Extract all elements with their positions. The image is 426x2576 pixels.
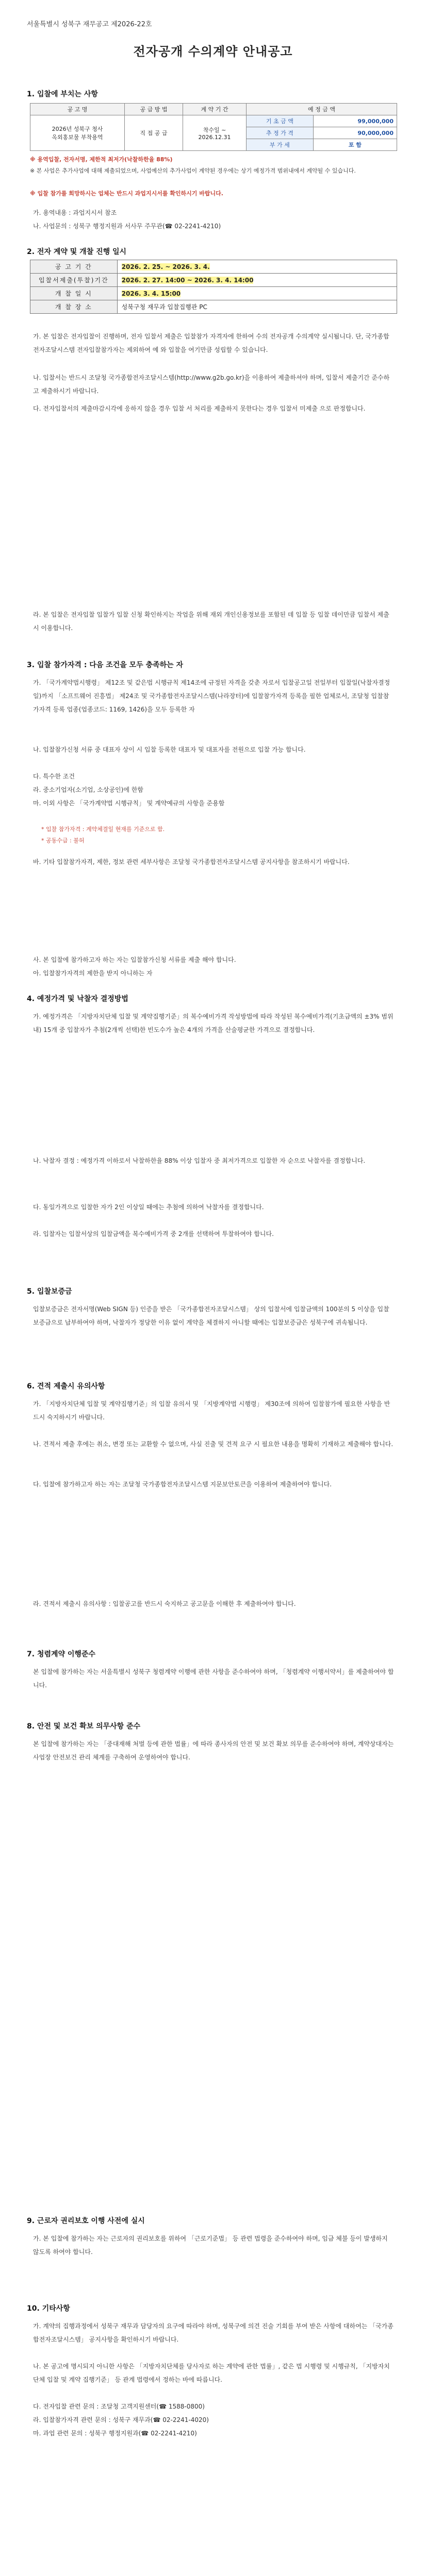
paragraph: 가. 본 입찰에 참가하는 자는 근로자의 권리보호를 위하여 「근로기준법」 등 관련 법령을 준수하여야 하며, 임금 체불 등이 발생하지 않도록 하여야 합니다. [33, 2235, 390, 2256]
schedule-label: 개 찰 일 시 [30, 287, 118, 300]
col-header-method: 공 급 방 법 [125, 104, 183, 115]
note-red: ※ 용역입찰, 전자서명, 제한적 최저가(낙찰하한율 88%) [30, 156, 173, 163]
paragraph: 본 입찰에 참가하는 자는 서울특별시 성북구 청렴계약 이행에 관한 사항을 준수하여야 하며, 「청렴계약 이행서약서」를 제출하여야 합니다. [33, 1668, 394, 1689]
note-red: * 공동수급 : 불허 [41, 837, 85, 844]
schedule-label: 개 찰 장 소 [30, 300, 118, 314]
paragraph: 다. 전자입찰서의 제출마감시각에 응하지 않을 경우 입찰 서 처리를 제출하지 못한다는 경우 입찰서 미제출 으로 판정합니다. [33, 405, 366, 412]
amount-label: 부 가 세 [247, 139, 314, 151]
schedule-value: 성북구청 재무과 입찰집행관 PC [117, 300, 397, 314]
note-red: * 입찰 참가자격 : 계약체결일 현재를 기준으로 함. [41, 826, 165, 833]
paragraph: 나. 입찰서는 반드시 조달청 국가종합전자조달시스템(http://www.g2b.go.kr)을 이용하여 제출하셔야 하며, 입찰서 제출기간 준수하고 제출하시기 바랍니다. [33, 374, 390, 395]
section-2-title: 2. 전자 계약 및 개찰 진행 일시 [27, 248, 127, 256]
schedule-table [30, 260, 397, 314]
section-9-title: 9. 근로자 권리보호 이행 사전에 실시 [27, 2217, 145, 2225]
paragraph: 가. 「지방자치단체 입찰 및 계약집행기준」의 입찰 유의서 및 「지방계약법 시행령」 제30조에 의하여 입찰참가에 필요한 사항을 반드시 숙지하시기 바랍니다. [33, 1400, 390, 1421]
paragraph: 라. 본 입찰은 전자입찰 입찰가 입찰 신청 확인하지는 작업을 위해 재외 개인신용정보를 포함된 데 입찰 등 입찰 데이만큼 입찰서 제출시 이용합니다. [33, 611, 389, 632]
paragraph: 가. 본 입찰은 전자입찰이 진행하며, 전자 입찰서 제출은 입찰참가 자격자에 한하여 수의 전자공개 수의계약 실시됩니다. 단, 국가종합전자조달시스템 전자입찰참가자는 제외하여 예 와 입찰을 여기만큼 성립할 수 있습니다. [33, 333, 389, 353]
section-8-title: 8. 안전 및 보건 확보 의무사항 준수 [27, 1722, 141, 1731]
schedule-label: 공 고 기 간 [30, 260, 118, 274]
section-4-title: 4. 예정가격 및 낙찰자 결정방법 [27, 995, 128, 1003]
paragraph: 다. 입찰에 참가하고자 하는 자는 조달청 국가종합전자조달시스템 지문보안토큰을 이용하여 제출하여야 합니다. [33, 1481, 332, 1488]
paragraph: 나. 낙찰자 결정 : 예정가격 이하로서 낙찰하한율 88% 이상 입찰자 중 최저가격으로 입찰한 자 순으로 낙찰자를 결정합니다. [33, 1157, 366, 1164]
paragraph: 라. 중소기업자(소기업, 소상공인)에 한함 [33, 786, 143, 793]
paragraph: 마. 이외 사항은 「국가계약법 시행규칙」 및 계약예규의 사항을 준용함 [33, 800, 225, 807]
section-5-title: 5. 입찰보증금 [27, 1287, 72, 1296]
paragraph: 나. 본 공고에 명시되지 아니한 사항은 「지방자치단체를 당사자로 하는 계약에 관한 법률」, 같은 법 시행령 및 시행규칙, 「지방자치단체 입찰 및 계약 집행기준」 등 관계 법령에서 정하는 바에 따릅니다. [33, 2363, 390, 2383]
col-header-amount: 예 정 금 액 [247, 104, 397, 115]
section-6-title: 6. 견적 제출시 유의사항 [27, 1382, 105, 1391]
schedule-label: 입찰서제출(투찰)기간 [30, 274, 118, 287]
paragraph: 다. 전자입찰 관련 문의 : 조달청 고객지원센터(☎ 1588-0800) [33, 2403, 205, 2410]
col-header-period: 계 약 기 간 [183, 104, 247, 115]
document-number: 서울특별시 성북구 재무공고 제2026-22호 [27, 21, 152, 28]
paragraph: 사. 본 입찰에 참가하고자 하는 자는 입찰참가신청 서류를 제출 해야 합니다. [33, 956, 236, 963]
paragraph: 라. 입찰자는 입찰서상의 입찰금액을 복수예비가격 중 2개를 선택하여 투찰하여야 합니다. [33, 1230, 274, 1238]
paragraph: 본 입찰에 참가하는 자는 「중대재해 처벌 등에 관한 법률」에 따라 종사자의 안전 및 보건 확보 의무를 준수하여야 하며, 계약상대자는 사업장 안전보건 관리 체계를 구축하여 운영하여야 합니다. [33, 1740, 396, 1761]
paragraph: 다. 동일가격으로 입찰한 자가 2인 이상일 때에는 추첨에 의하여 낙찰자를 결정합니다. [33, 1204, 264, 1211]
amount-value: 90,000,000 [313, 127, 397, 139]
paragraph: 입찰보증금은 전자서명(Web SIGN 등) 인증을 받은 「국가종합전자조달시스템」 상의 입찰서에 입찰금액의 100분의 5 이상을 입찰보증금으로 납부하여야 하며, 낙찰자가 정당한 이유 없이 계약을 체결하지 아니할 때에는 입찰보증금은 성북구에 귀속됩니다. [33, 1306, 389, 1326]
paragraph: 마. 과업 관련 문의 : 성북구 행정지원과(☎ 02-2241-4210) [33, 2430, 197, 2437]
section-10-title: 10. 기타사항 [27, 2304, 70, 2313]
contract-name-cell: 2026년 성북구 청사 옥외홍보물 부착용역 [30, 115, 125, 151]
note-red: ※ 입찰 참가를 희망하시는 업체는 반드시 과업지시서를 확인하시기 바랍니다. [30, 190, 223, 197]
supply-method-cell: 직 접 공 급 [125, 115, 183, 151]
tender-items-table [30, 103, 397, 151]
page-title: 전자공개 수의계약 안내공고 [133, 44, 293, 59]
section-1-title: 1. 입찰에 부치는 사항 [27, 90, 98, 98]
paragraph: 가. 계약의 집행과정에서 성북구 재무과 담당자의 요구에 따라야 하며, 성북구에 의견 진술 기회를 부여 받은 사항에 대하여는 「국가종합전자조달시스템」 공지사항을 확인하시기 바랍니다. [33, 2323, 394, 2343]
col-header-name: 공 고 명 [30, 104, 125, 115]
paragraph: 나. 견적서 제출 후에는 취소, 변경 또는 교환할 수 없으며, 사실 진출 및 견적 요구 시 필요한 내용을 명확히 기재하고 제출해야 합니다. [33, 1440, 394, 1448]
amount-label: 추 정 가 격 [247, 127, 314, 139]
paragraph: 라. 입찰참가자격 관련 문의 : 성북구 재무과(☎ 02-2241-4020) [33, 2416, 209, 2424]
section-7-title: 7. 청렴계약 이행준수 [27, 1650, 95, 1658]
schedule-value: 2026. 2. 25. ~ 2026. 3. 4. [121, 263, 210, 270]
paragraph: 가. 「국가계약법시행령」 제12조 및 같은법 시행규칙 제14조에 규정된 자격을 갖춘 자로서 입찰공고일 전일부터 입찰일(낙찰자결정일)까지 「소프트웨어 진흥법」 제24조 및 국가종합전자조달시스템(나라장터)에 입찰참가자격 등록을 필한 업체로서, 조달청 입찰참가자격 등록 업종(업종코드: 1169, 1426)을 모두 등록한 자 [33, 679, 390, 713]
period-end: 2026.12.31 [198, 133, 231, 141]
schedule-value: 2026. 3. 4. 15:00 [121, 290, 181, 297]
schedule-value: 2026. 2. 27. 14:00 ~ 2026. 3. 4. 14:00 [121, 276, 254, 284]
contact-line: 나. 사업문의 : 성북구 행정지원과 서사무 주무관(☎ 02-2241-4210) [33, 223, 221, 230]
paragraph: 아. 입찰참가자격의 제한을 받지 아니하는 자 [33, 970, 153, 977]
contact-line: 가. 용역내용 : 과업지시서 참조 [33, 209, 117, 216]
paragraph: 가. 예정가격은 「지방자치단체 입찰 및 계약집행기준」의 복수예비가격 작성방법에 따라 작성된 복수예비가격(기초금액의 ±3% 범위 내) 15개 중 입찰자가 추첨(2개씩 선택)한 빈도수가 높은 4개의 가격을 산술평균한 가격으로 결정합니다. [33, 1013, 396, 1033]
section-3-title: 3. 입찰 참가자격 : 다음 조건을 모두 충족하는 자 [27, 661, 184, 669]
period-start: 착수일 ~ [203, 126, 226, 133]
paragraph: 다. 특수한 조건 [33, 773, 75, 780]
amount-label: 기 초 금 액 [247, 115, 314, 127]
paragraph: 바. 기타 입찰참가자격, 제한, 정보 관련 세부사항은 조달청 국가종합전자조달시스템 공지사항을 참조하시기 바랍니다. [33, 858, 350, 866]
contract-period-cell [183, 115, 247, 151]
paragraph: 나. 입찰참가신청 서류 중 대표자 상이 시 입찰 등록한 대표자 및 대표자를 전원으로 입찰 가능 합니다. [33, 746, 306, 753]
paragraph: 라. 견적서 제출시 유의사항 : 입찰공고를 반드시 숙지하고 공고문을 이해한 후 제출하여야 합니다. [33, 1600, 296, 1607]
note: ※ 본 사업은 추가사업에 대해 제출되었으며, 사업예산의 추가사업이 계약된 경우에는 상기 예정가격 범위내에서 계약될 수 있습니다. [30, 167, 356, 174]
amount-value: 포 함 [313, 139, 397, 151]
amount-value: 99,000,000 [313, 115, 397, 127]
